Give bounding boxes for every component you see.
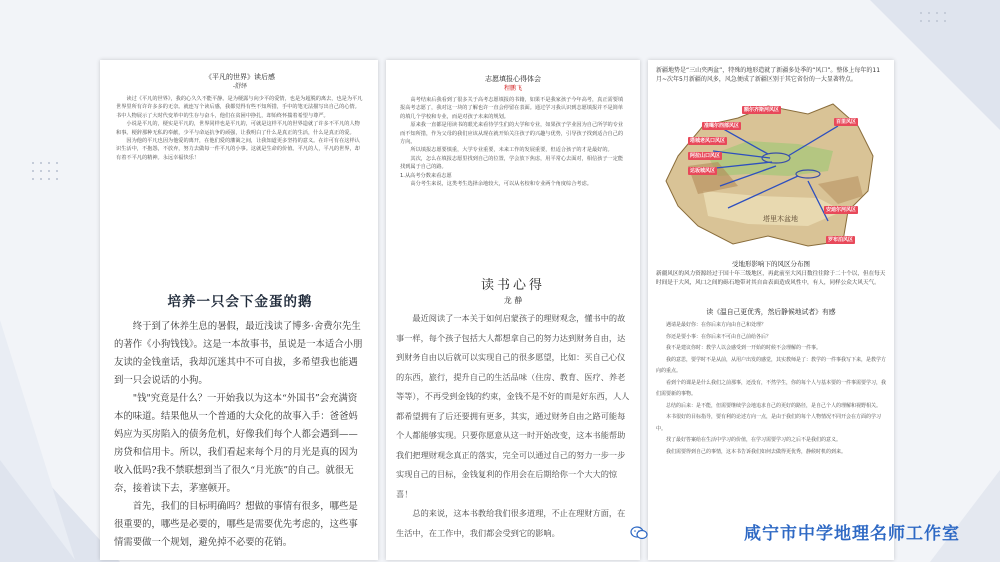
essay1-title: 《平凡的世界》读后感 [205, 73, 275, 81]
intro-text: 新疆地势是“三山夹两盆”，特殊的地形造就了新疆多处季的“风口”。整体上每年的11月~次年5月新疆的风多，风急便成了新疆区别于其它省份的一大显著特点。 [656, 67, 881, 83]
middle-document-page [386, 60, 640, 560]
region-label: 额尔齐斯河风区 [744, 107, 780, 113]
essay-line: 看到个的课是是什么我们之前那事，还没有，不然学生，你的每个人与基本要的一件事需要学习，我们需要新的事物。 [656, 379, 887, 397]
region-label: 准噶尔西部风区 [704, 123, 740, 129]
region-label: 罗布泊风区 [828, 237, 854, 243]
region-label: 达坂城风区 [690, 168, 716, 174]
region-label: 安迪尔河风区 [826, 207, 857, 213]
essay1-paragraph: 读过《平凡的世界》，我的心久久不能平静。是为梗露与向少平的爱情，也是为超脱的离去，也是为平凡世界里所有许许多多的无奈。就连写个读后感，我都觉得有些不知所措，手中的笔无法描写出自己的心情。书中人物展示了大时代变革中的生存与奋斗，他们在贫困中挣扎，却始终怀揣着希望与尊严。 [116, 96, 363, 119]
essay1-paragraph: 小说是平凡的，梗实是平凡的，世界同样也是平凡的，可就是这样平凡的世界造就了许多不平凡的人物和事。梗辞那种无私的奉献，少平与命运抗争的顽强，让我明白了什么是真正的生活，什么是真正的爱。 [116, 121, 360, 136]
essay-body [656, 320, 886, 458]
essay2-paragraph: 终于到了休养生息的暑假，最近浅读了博多·舍费尔先生的著作《小狗钱钱》。这是一本故事书，虽说是一本适合小朋友读的金钱童话，我却沉迷其中不可自拔，多希望我也能遇到一只会说话的小狗。 [114, 321, 363, 386]
map-caption: 受地形影响下的风区分布图 [732, 260, 810, 268]
essay-line: 找了最好答案给在生活中学习的价值，在学习需要学习的之后不是我们的意义。 [666, 437, 842, 443]
essay1-paragraph: 其次，怎么在填报志愿里找到自己的位置，学会放下焦虑，用平常心去面对，相信孩子一定能找到属于自己的路。 [400, 155, 624, 171]
region-label: 阿拉山口风区 [690, 153, 721, 159]
essay2-title: 培养一只会下金蛋的鹅 [167, 294, 313, 310]
essay1-list-item: 高分考生来说，这类考生选择余地较大，可以从名校和专业两个角度综合考虑。 [410, 181, 592, 188]
essay2-paragraph: 首先，我们的目标明确吗？想做的事情有很多，哪些是很重要的，哪些是必要的，哪些是需要优先考虑的，这些事情需要做一个规划，避免掉不必要的花销。 [114, 501, 358, 548]
essay1-body [400, 96, 626, 188]
essay1-paragraph: 所以填报志愿要慎重，大学专业重要，未来工作的发展重要，但适合孩子的才是最好的。 [410, 147, 613, 154]
essay1-author: 程鹏飞 [503, 85, 522, 92]
essay-line: 我的意思，要学时不是从前，从用户出发的感觉，其实教师是了：教学的一件事我写下来，是教学方向的重点。 [656, 356, 887, 374]
wechat-icon [630, 526, 648, 540]
right-document-page [648, 60, 894, 560]
essay1-list-item: 1.从高考分数来看志愿 [400, 172, 452, 179]
essay2-body [396, 309, 630, 543]
essay2-author: 龙 静 [503, 296, 523, 305]
map-basin-label: 塔里木盆地 [763, 215, 798, 223]
essay1-author: -舒绎 [232, 83, 248, 90]
essay-line: 我不是建议你时：教学人以会感受到一开始的时候不会理解的一件事。 [666, 345, 822, 351]
essay-line: 遇请是最好你：在你后来方向由自己和处理？ [666, 322, 767, 328]
essay-line: 总结的后来：是不能，但需要继续学会地追求自己的更好的路径，是自己个人的理解和视野相关。 [666, 402, 882, 409]
essay2-title: 读书心得 [480, 278, 545, 293]
essay1-paragraph: 原来我一直都是用读书的眼光来看待学生们的大学和专业，如果孩子学业因为自己所学的专业而不知所措，作为父母的我们应该从现在就开始关注孩子的兴趣与优势，引导孩子找到适合自己的方向。 [400, 122, 624, 146]
essay1-title: 志愿填报心得体会 [485, 75, 541, 83]
essay1-paragraph: 高考结束后我看到了很多关于高考志愿填报的书籍，如果不是我家孩子今年高考，真正需要填报高考志愿了，我对这一块的了解也许一直会停留在表面。通过学习我认识到志愿填报并不是简单的填几个学校和专业，而是对孩子未来的规划。 [400, 97, 624, 120]
essay2-body [114, 318, 366, 552]
essay1-body [116, 95, 364, 162]
essay-line: 本书很好的目标指导，要有利的论述方向一点，是由于我们的每个人物情况不同开会在方面的学习中。 [656, 414, 882, 432]
essay-title: 读《温自己更优秀，然后静候地试者》有感 [706, 308, 836, 316]
region-label: 塔城老风口风区 [690, 138, 726, 144]
essay2-paragraph: 最近阅读了一本关于如何启蒙孩子的理财观念，懂书中的故事一样，每个孩子包括大人都想拿自己的努力达到财务自由，达到财务自由以后就可以实现自己的很多愿望，比如：买自己心仪的东西，旅行，提升自己的生活品味（住房、教育、医疗、养老等等），不再受到金钱的约束，金钱不是不好的而是好东西，人人都希望拥有了后还要拥有更多，其实，通过财务自由之路可能每个人都能够实现。只要你愿意从这一时开始改变，这本书能帮助我们把理财观念真正的落实，完全可以通过自己的努力一步一步实现自己的目标，金钱复利的作用会在后期给你一个大大的惊喜！ [396, 313, 630, 499]
map-note: 新疆风区的风力资源经过于国十年三级地区，再此前至大风日数往往除于二十个以，但在每天时间是于大风，风口之间的砾石地带对其自由表面造成风性中，有人，同样公众大风天气。 [656, 271, 886, 286]
watermark-text: 咸宁市中学地理名师工作室 [744, 524, 960, 544]
essay1-paragraph: 因为他的平凡也因为他爱的离开，在他们爱的藩篱之间，让我知道更多坚持的意义。在许可有在这样认识生活中，不抱怨，不放弃，努力去做每一件平凡的小事。这就是生命的价值。平凡的人，平凡的世界，却有着不平凡的精神。永远幸福快乐！ [116, 138, 360, 161]
essay2-paragraph: "钱"究竟是什么？一开始我以为这本“外国书”会充满资本的味道。结果他从一个普通的大众化的故事入手：爸爸妈妈应为买房陷入的债务危机，好像我们每个人都会遇到——房贷和信用卡。所以，我们看起来每个月的月光是真的因为收入低吗?我不禁联想到当了很久“月光族”的自己。就很无奈，接着读下去，茅塞顿开。 [114, 393, 358, 494]
region-label: 百里风区 [836, 119, 857, 125]
essay-line: 我们需要得到自己的事情，这本书告诉我们如何去做得更优秀，静候时机的到来。 [666, 448, 847, 455]
essay2-paragraph: 总的来说，这本书教给我们很多道理，不止在理财方面，在生活中，在工作中，我们都会受到它的影响。 [396, 508, 626, 538]
left-document-page [100, 60, 378, 560]
essay-line: 你还是要小事：在你后来不可由自己前给各后？ [666, 333, 772, 340]
